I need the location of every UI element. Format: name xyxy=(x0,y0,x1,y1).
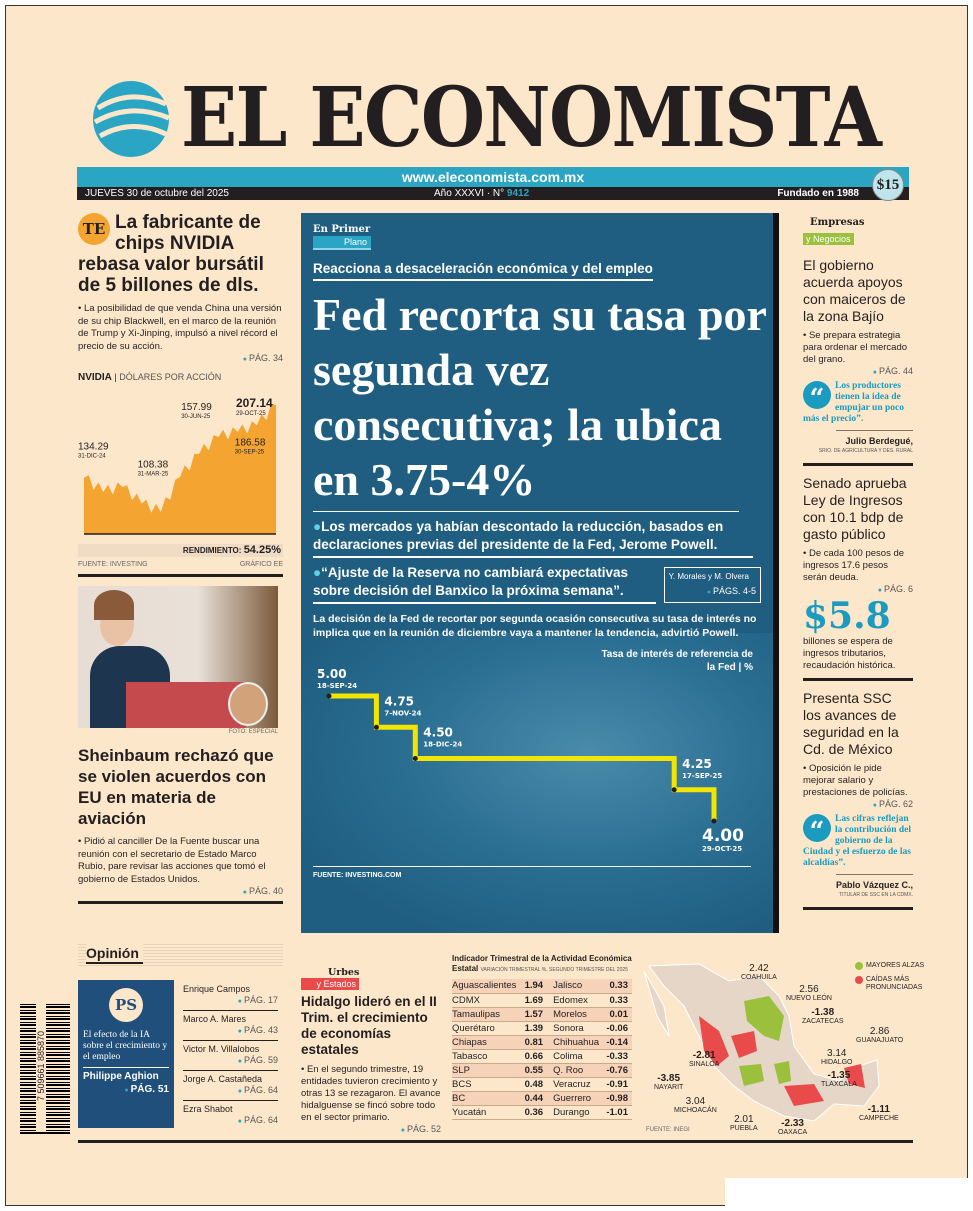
legend-up: MAYORES ALZAS xyxy=(866,962,925,969)
edition-number: 9412 xyxy=(506,188,530,199)
map-label: 3.14 HIDALGO xyxy=(821,1048,853,1066)
state-name: SLP xyxy=(452,1063,522,1077)
urbes-page[interactable]: ● PÁG. 52 xyxy=(301,1124,441,1136)
map-label: -2.81 SINALOA xyxy=(689,1050,720,1068)
state-value: 0.66 xyxy=(522,1049,547,1063)
founded: Fundado en 1988 xyxy=(777,188,859,199)
fed-date-label: 18-DIC-24 xyxy=(423,740,463,749)
fed-point xyxy=(712,819,717,824)
section-label-sub: Plano xyxy=(313,236,371,250)
state-value: 0.33 xyxy=(604,993,632,1007)
legend-down: CAÍDAS MÁS PRONUNCIADAS xyxy=(866,976,923,991)
state-name: Q. Roo xyxy=(547,1063,604,1077)
state-value: 1.94 xyxy=(522,979,547,993)
sheinbaum-headline[interactable]: Sheinbaum rechazó que se violen acuerdos con EU en materia de aviación xyxy=(78,746,274,828)
table-row xyxy=(452,1063,632,1077)
state-name: Jalisco xyxy=(547,979,604,993)
urbes-headline[interactable]: Hidalgo lideró en el II Trim. el crecimiento de economías estatales xyxy=(301,994,437,1057)
columnist-page: ● PÁG. 64 xyxy=(183,1085,278,1097)
quote-icon: “ xyxy=(803,381,831,409)
vazquez-name: Pablo Vázquez C., xyxy=(835,880,913,890)
state-name: Tabasco xyxy=(452,1049,522,1063)
ley-ingresos-headline[interactable]: Senado aprueba Ley de Ingresos con 10.1 bdp de gasto público xyxy=(803,475,907,542)
table-row xyxy=(452,979,632,993)
table-row xyxy=(452,993,632,1007)
columnist-page: ● PÁG. 59 xyxy=(183,1055,278,1067)
nvidia-date-label: 29-OCT-25 xyxy=(236,410,266,417)
state-value: 1.57 xyxy=(522,1007,547,1021)
fed-value-label: 4.50 xyxy=(423,725,453,740)
feature-page[interactable]: ● PÁG. 51 xyxy=(83,1083,169,1097)
state-name: BC xyxy=(452,1091,522,1105)
nvidia-value-label: 108.38 xyxy=(137,459,169,471)
state-name: Querétaro xyxy=(452,1021,522,1035)
state-value: 0.44 xyxy=(522,1091,547,1105)
state-name: Tamaulipas xyxy=(452,1007,522,1021)
state-name: Veracruz xyxy=(547,1077,604,1091)
columnist-name: Jorge A. Castañeda xyxy=(183,1074,263,1084)
state-name: CDMX xyxy=(452,993,522,1007)
map-label: -1.11 CAMPECHE xyxy=(859,1104,899,1122)
nvidia-date-label: 31-MAR-25 xyxy=(137,471,169,478)
table-row xyxy=(452,1105,632,1119)
fed-value-label: 4.00 xyxy=(702,826,744,846)
state-value: -1.01 xyxy=(604,1105,632,1119)
nvidia-date-label: 31-DIC-24 xyxy=(78,453,106,460)
fed-point xyxy=(672,787,677,792)
opinion-feature[interactable] xyxy=(78,980,174,1128)
nvidia-chart-title: NVIDIA xyxy=(78,372,112,383)
state-value: -0.98 xyxy=(604,1091,632,1105)
state-value: 1.69 xyxy=(522,993,547,1007)
ley-ingresos-summary: • De cada 100 pesos de ingresos 17.6 pesos serán deuda. xyxy=(803,548,905,583)
lead-headline[interactable]: Fed recorta su tasa por segunda vez consecutiva; la ubica en 3.75-4% xyxy=(313,289,767,505)
big-figure-caption: billones se espera de ingresos tributarios, recaudación histórica. xyxy=(803,636,896,671)
sheinbaum-summary: • Pidió al canciller De la Fuente buscar una reunión con el secretario de Estado Marco Rubio, pare revisar las acciones que tomó el gobierno de Estados Unidos. xyxy=(78,836,266,885)
columnist-page: ● PÁG. 64 xyxy=(183,1115,278,1127)
masthead-title: EL ECONOMISTA xyxy=(181,70,881,166)
fed-chart-title: Tasa de interés de referencia de la Fed | % xyxy=(601,649,753,673)
bullet-markets: Los mercados ya habían descontado la reducción, basados en declaraciones previas del presidente de la Fed, Jerome Powell. xyxy=(313,519,724,552)
urbes-summary: • En el segundo trimestre, 19 entidades tuvieron crecimiento y otras 13 se rezagaron. El avance hidalguense se fincó sobre todo en el sector primario. xyxy=(301,1064,441,1123)
kicker: Reacciona a desaceleración económica y del empleo xyxy=(313,260,653,281)
state-name: Morelos xyxy=(547,1007,604,1021)
state-value: -0.14 xyxy=(604,1035,632,1049)
state-value: -0.06 xyxy=(604,1021,632,1035)
vazquez-quote: Las cifras reflejan la contribución del gobierno de la Ciudad y el esfuerzo de las alcaldías”. xyxy=(803,814,912,868)
itaee-table xyxy=(452,979,632,1120)
nvidia-value-label: 134.29 xyxy=(78,441,109,453)
sheinbaum-page[interactable]: ● PÁG. 40 xyxy=(78,886,283,898)
nvidia-headline[interactable]: La fabricante de chips NVIDIA rebasa valor bursátil de 5 billones de dls. xyxy=(78,212,264,296)
columnist-name: Marco A. Mares xyxy=(183,1014,247,1024)
fed-value-label: 4.25 xyxy=(682,756,712,771)
ssc-headline[interactable]: Presenta SSC los avances de seguridad en la Cd. de México xyxy=(803,690,899,757)
feature-title: El efecto de la IA sobre el crecimiento y el empleo xyxy=(83,1030,168,1062)
legend-green-dot xyxy=(855,962,863,970)
byline-box xyxy=(664,567,761,603)
table-row xyxy=(452,1077,632,1091)
section-estados: y Estados xyxy=(301,978,359,990)
fed-chart-source: FUENTE: INVESTING.COM xyxy=(313,872,402,879)
site-url[interactable]: www.eleconomista.com.mx xyxy=(401,169,585,185)
map-label: 2.42 COAHUILA xyxy=(741,963,777,981)
issue-date: JUEVES 30 de octubre del 2025 xyxy=(85,188,229,199)
left-column: TE La fabricante de chips NVIDIA rebasa valor bursátil de 5 billones de dls. • La posibilidad de que venda China una versión de su chip Blackwell, en el marco de la reunión de Trump y Xi-Jinping, impulsó a nivel récord el precio de su acción. ● PÁG. 34 NVIDIA | DÓLARES POR ACCIÓN 134.29 31-DIC-24 108.38 31-MAR-25 157.99 30-JUN-25 186.58 30-SEP-25 207.14 29-OCT-25 RENDIMIENTO: 54.25% FUENTE: INVESTING GRÁFICO EE FOTO: ESPECIAL Sheinbaum rechazó que se violen acuerdos con EU en materia de aviación • Pidió al canciller De la Fuente buscar una reunión con el secretario de Estado Marco Rubio, pare revisar las acciones que tomó el gobierno de Estados Unidos. ● PÁG. 40 xyxy=(78,212,283,904)
state-name: Durango xyxy=(547,1105,604,1119)
state-value: 0.33 xyxy=(604,979,632,993)
state-value: 0.81 xyxy=(522,1035,547,1049)
fed-point xyxy=(374,725,379,730)
section-urbes: Urbes xyxy=(328,967,360,978)
yield-value: 54.25% xyxy=(243,544,281,556)
ssc-summary: • Oposición le pide mejorar salario y prestaciones de policías. xyxy=(803,763,908,798)
state-name: Aguascalientes xyxy=(452,979,522,993)
nvidia-credit: GRÁFICO EE xyxy=(239,561,283,568)
edition-label: Año XXXVI · N° xyxy=(434,188,505,199)
yield-label: RENDIMIENTO: xyxy=(182,546,242,555)
map-source: FUENTE: INEGI xyxy=(646,1127,690,1133)
feature-author: Philippe Aghion xyxy=(83,1071,159,1082)
nvidia-value-label: 207.14 xyxy=(236,395,273,410)
lead-story-panel: En Primer Plano Reacciona a desaceleración económica y del empleo Fed recorta su tasa por segunda vez consecutiva; la ubica en 3.75-4% ●Los mercados ya habían descontado la reducción, basados en declaraciones previas del presidente de la Fed, Jerome Powell. ●“Ajuste de la Reserva no cambiará expectativas sobre decisión del Banxico la próxima semana”. Y. Morales y M. Olvera ● PÁGS. 4-5 La decisión de la Fed de recortar por segunda ocasión consecutiva su tasa de interés no implica que en la reunión de diciembre vaya a mantener la tendencia, advirtió Powell. Tasa de interés de referencia de la Fed | % 5.00 18-SEP-24 4.75 7-NOV-24 4.50 18-DIC-24 4.25 17-SEP-25 4.00 29-OCT-25 FUENTE: INVESTING.COM xyxy=(301,213,779,933)
state-value: -0.33 xyxy=(604,1049,632,1063)
nvidia-chart-unit: DÓLARES POR ACCIÓN xyxy=(119,372,222,382)
nvidia-story[interactable] xyxy=(78,212,283,296)
front-page xyxy=(5,5,968,1206)
state-name: BCS xyxy=(452,1077,522,1091)
table-row xyxy=(452,1049,632,1063)
byline-page[interactable]: ● PÁGS. 4-5 xyxy=(669,586,756,598)
itaee-block xyxy=(452,954,634,1120)
nvidia-date-label: 30-SEP-25 xyxy=(234,449,265,456)
fed-date-label: 17-SEP-25 xyxy=(682,771,723,780)
lede: La decisión de la Fed de recortar por segunda ocasión consecutiva su tasa de interés no implica que en la reunión de diciembre vaya a mantener la tendencia, advirtió Powell. xyxy=(313,613,757,639)
columnist-name: Enrique Campos xyxy=(183,984,251,994)
berdegue-role: SRIO. DE AGRICULTURA Y DES. RURAL xyxy=(818,448,913,454)
columnist-list xyxy=(183,981,278,1131)
columnist-name: Victor M. Villalobos xyxy=(183,1044,260,1054)
fed-value-label: 5.00 xyxy=(317,667,347,681)
nvidia-page[interactable]: ● PÁG. 34 xyxy=(78,353,283,365)
maiceros-page[interactable]: ● PÁG. 44 xyxy=(803,366,913,378)
photo-credit: FOTO: ESPECIAL xyxy=(228,729,278,735)
ps-logo: PS xyxy=(109,988,143,1022)
fed-date-label: 29-OCT-25 xyxy=(702,845,743,853)
section-negocios: y Negocios xyxy=(803,233,854,245)
state-value: 0.36 xyxy=(522,1105,547,1119)
big-figure: $5.8 xyxy=(803,595,891,637)
columnist-item[interactable] xyxy=(183,981,278,1011)
nvidia-area xyxy=(84,404,276,534)
vazquez-role: TITULAR DE SSC EN LA CDMX. xyxy=(839,892,913,898)
legend-red-dot xyxy=(855,976,863,984)
columnist-item[interactable] xyxy=(183,1071,278,1101)
state-value: 1.39 xyxy=(522,1021,547,1035)
state-name: Yucatán xyxy=(452,1105,522,1119)
berdegue-quote: Los productores tienen la idea de empujar un poco más el precio”. xyxy=(803,381,904,424)
byline: Y. Morales y M. Olvera xyxy=(668,572,749,581)
barcode-number: 7 509661 885870 xyxy=(36,1001,46,1131)
columnist-page: ● PÁG. 17 xyxy=(183,995,278,1007)
map-label: 2.01 PUEBLA xyxy=(730,1114,758,1132)
map-label: 2.86 GUANAJUATO xyxy=(856,1026,904,1044)
ssc-page[interactable]: ● PÁG. 62 xyxy=(803,799,913,811)
fed-date-label: 7-NOV-24 xyxy=(384,709,422,718)
state-value: 0.01 xyxy=(604,1007,632,1021)
map-label: -1.38 ZACATECAS xyxy=(802,1007,844,1025)
section-label: En Primer xyxy=(313,224,371,235)
nvidia-date-label: 30-JUN-25 xyxy=(181,414,211,421)
columnist-item[interactable] xyxy=(183,1041,278,1071)
right-column xyxy=(803,217,913,910)
table-row xyxy=(452,1007,632,1021)
state-name: Guerrero xyxy=(547,1091,604,1105)
table-row xyxy=(452,1035,632,1049)
columnist-item[interactable] xyxy=(183,1101,278,1131)
section-empresas: Empresas xyxy=(810,217,865,228)
maiceros-summary: • Se prepara estrategia para ordenar el mercado del grano. xyxy=(803,330,908,365)
ley-ingresos-page[interactable]: ● PÁG. 6 xyxy=(803,584,913,596)
table-row xyxy=(452,1021,632,1035)
nvidia-source: FUENTE: INVESTING xyxy=(78,561,148,568)
state-name: Edomex xyxy=(547,993,604,1007)
state-value: -0.91 xyxy=(604,1077,632,1091)
state-value: -0.76 xyxy=(604,1063,632,1077)
nvidia-value-label: 186.58 xyxy=(234,437,266,449)
fed-chart-area xyxy=(301,640,773,866)
state-name: Chihuahua xyxy=(547,1035,604,1049)
state-name: Chiapas xyxy=(452,1035,522,1049)
columnist-name: Ezra Shabot xyxy=(183,1104,233,1114)
columnist-item[interactable] xyxy=(183,1011,278,1041)
urbes-story xyxy=(301,967,441,1136)
map-label: -1.35 TLAXCALA xyxy=(821,1070,857,1088)
logo-globe-icon xyxy=(90,78,172,160)
berdegue-name: Julio Berdegué, xyxy=(845,436,913,446)
itaee-title: Indicador Trimestral de la Actividad Económica Estatal VARIACIÓN TRIMESTRAL %, SEGUNDO TRIMESTRE DEL 2025 xyxy=(452,954,632,973)
quote-icon: “ xyxy=(803,814,831,842)
nvidia-chart xyxy=(78,384,283,544)
opinion-title: Opinión xyxy=(86,944,143,964)
fed-value-label: 4.75 xyxy=(384,694,415,709)
date-bar xyxy=(77,187,909,200)
maiceros-headline[interactable]: El gobierno acuerda apoyos con maiceros de la zona Bajío xyxy=(803,257,906,324)
url-bar xyxy=(77,167,909,187)
sheinbaum-photo[interactable] xyxy=(78,586,278,728)
state-name: Colima xyxy=(547,1049,604,1063)
state-value: 0.55 xyxy=(522,1063,547,1077)
fed-rate-chart xyxy=(301,640,779,866)
fed-point xyxy=(327,694,332,699)
columnist-page: ● PÁG. 43 xyxy=(183,1025,278,1037)
nvidia-summary: • La posibilidad de que venda China una versión de su chip Blackwell, en el marco de la reunión de Trump y Xi-Jinping, impulsó a nivel récord el precio de su acción. xyxy=(78,303,282,352)
map-label: 3.04 MICHOACÁN xyxy=(674,1096,717,1114)
state-value: 0.48 xyxy=(522,1077,547,1091)
bullet-banxico: “Ajuste de la Reserva no cambiará expectativas sobre decisión del Banxico la próxima semana”. xyxy=(313,565,629,598)
map-label: 2.56 NUEVO LEÓN xyxy=(786,984,832,1002)
price-badge: $15 xyxy=(872,169,904,201)
state-name: Sonora xyxy=(547,1021,604,1035)
map-label: -3.85 NAYARIT xyxy=(654,1073,684,1091)
fed-date-label: 18-SEP-24 xyxy=(317,682,358,690)
te-badge: TE xyxy=(78,213,110,245)
map-label: -2.33 OAXACA xyxy=(778,1118,808,1136)
fed-point xyxy=(413,756,418,761)
nvidia-value-label: 157.99 xyxy=(181,402,212,414)
table-row xyxy=(452,1091,632,1105)
